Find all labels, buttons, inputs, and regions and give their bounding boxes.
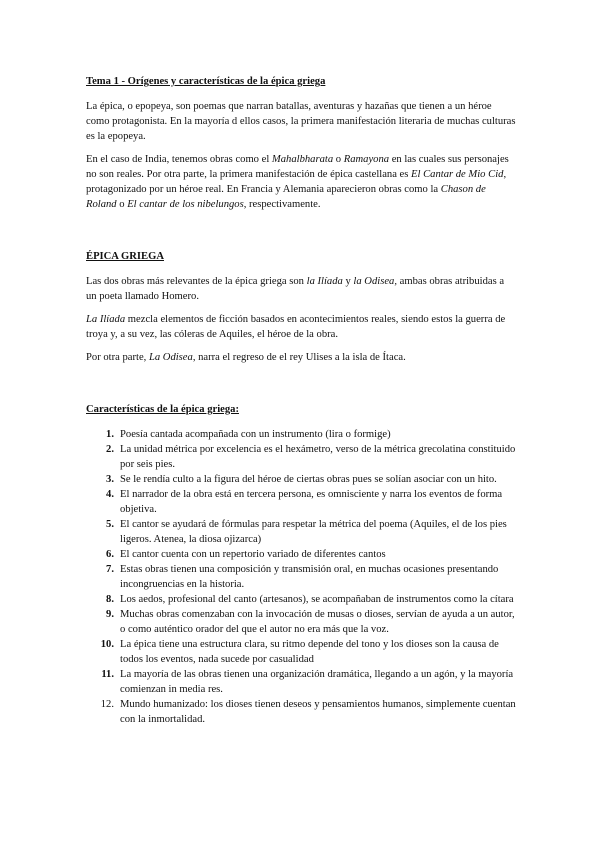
work-title: Mahalbharata	[271, 154, 334, 165]
epica-paragraph-2	[86, 312, 516, 342]
work-title: Ramayona	[343, 154, 390, 165]
work-title: El Cantar de Mio Cid	[411, 169, 504, 180]
text-run: o	[333, 154, 344, 165]
work-title: La Odisea	[148, 352, 193, 363]
list-item	[86, 592, 516, 607]
list-item-text: El cantor cuenta con un repertorio variado de diferentes cantos	[120, 549, 386, 560]
list-item	[86, 427, 516, 442]
list-item-text: Poesía cantada acompañada con un instrumento (lira o formige)	[120, 429, 391, 440]
list-item-number: 6.	[106, 549, 114, 560]
list-item-number: 9.	[106, 609, 114, 620]
list-item-text: Muchas obras comenzaban con la invocación de musas o dioses, servían de ayuda a un autor, o como auténtico orador del que el autor no era más que la voz.	[120, 609, 515, 635]
epica-paragraph-1	[86, 274, 516, 304]
list-item	[86, 607, 516, 637]
list-item-number: 12.	[100, 699, 114, 710]
text-run: , narra el regreso de el rey Ulises a la isla de Ítaca.	[192, 352, 406, 363]
list-item-number: 11.	[101, 669, 114, 680]
list-item-text: El narrador de la obra está en tercera persona, es omnisciente y narra los eventos de forma objetiva.	[120, 489, 503, 515]
list-item	[86, 472, 516, 487]
list-item	[86, 697, 516, 727]
document-page	[86, 74, 516, 727]
text-run: mezcla elementos de ficción basados en acontecimientos reales, siendo estos la guerra de troya y, a su vez, las cóleras de Aquiles, el héroe de la obra.	[86, 314, 506, 340]
list-item	[86, 442, 516, 472]
list-item	[86, 667, 516, 697]
list-item-text: El cantor se ayudará de fórmulas para respetar la métrica del poema (Aquiles, el de los pies ligeros. Atenea, la diosa ojizarca)	[120, 519, 507, 545]
text-run: Por otra parte,	[86, 352, 149, 363]
list-item	[86, 487, 516, 517]
caracteristicas-list	[86, 427, 516, 727]
list-item-text: La mayoría de las obras tienen una organización dramática, llegando a un agón, y la mayoría comienzan in media res.	[120, 669, 514, 695]
document-title: Tema 1 - Orígenes y características de la épica griega	[86, 76, 326, 87]
list-item-text: La unidad métrica por excelencia es el hexámetro, verso de la métrica grecolatina constituido por seis pies.	[120, 444, 516, 470]
epica-paragraph-3	[86, 350, 516, 365]
text-run: Las dos obras más relevantes de la épica griega son	[86, 276, 307, 287]
text-run: En el caso de India, tenemos obras como el	[86, 154, 272, 165]
work-title: la Ilíada	[306, 276, 343, 287]
list-item-number: 8.	[106, 594, 114, 605]
text-run: o	[116, 199, 128, 210]
text-run: en las cuales sus personajes no son reales. Por otra parte, la primera manifestación de épica castellana es	[86, 154, 509, 180]
intro-paragraph-1: La épica, o epopeya, son poemas que narran batallas, aventuras y hazañas que tienen a un héroe como protagonista. En la mayoría d ellos casos, la primera manifestación literaria de muchas culturas es la epopeya.	[86, 101, 516, 142]
list-item-text: La épica tiene una estructura clara, su ritmo depende del tono y los dioses son la causa de todos los eventos, nada sucede por casualidad	[120, 639, 499, 665]
section-heading-caracteristicas: Características de la épica griega:	[86, 404, 239, 415]
text-run: ambas obras atribuidas a un poeta llamado Homero.	[86, 276, 505, 302]
list-item-number: 1.	[106, 429, 114, 440]
work-title: El cantar de los nibelungos	[127, 199, 244, 210]
list-item	[86, 562, 516, 592]
work-title: la Odisea,	[353, 276, 397, 287]
list-item-number: 10.	[100, 639, 114, 650]
text-run: y	[342, 276, 354, 287]
intro-paragraph-2	[86, 152, 516, 212]
list-item	[86, 547, 516, 562]
list-item-text: Mundo humanizado: los dioses tienen deseos y pensamientos humanos, simplemente cuentan con la inmortalidad.	[120, 699, 516, 725]
list-item-text: Se le rendía culto a la figura del héroe de ciertas obras pues se solían asociar con un hito.	[120, 474, 497, 485]
work-title: Chason de Roland	[86, 184, 486, 210]
list-item-number: 7.	[106, 564, 114, 575]
list-item-number: 4.	[106, 489, 114, 500]
text-run: , respectivamente.	[243, 199, 321, 210]
list-item	[86, 637, 516, 667]
list-item	[86, 517, 516, 547]
list-item-text: Los aedos, profesional del canto (artesanos), se acompañaban de instrumentos como la cítara	[120, 594, 514, 605]
work-title: La Ilíada	[86, 314, 126, 325]
text-run: , protagonizado por un héroe real. En Francia y Alemania aparecieron obras como la	[86, 169, 507, 195]
list-item-number: 3.	[106, 474, 114, 485]
section-heading-epica-griega: ÉPICA GRIEGA	[86, 251, 164, 262]
list-item-number: 5.	[106, 519, 114, 530]
list-item-text: Estas obras tienen una composición y transmisión oral, en muchas ocasiones presentando incongruencias en la historia.	[120, 564, 499, 590]
list-item-number: 2.	[106, 444, 114, 455]
